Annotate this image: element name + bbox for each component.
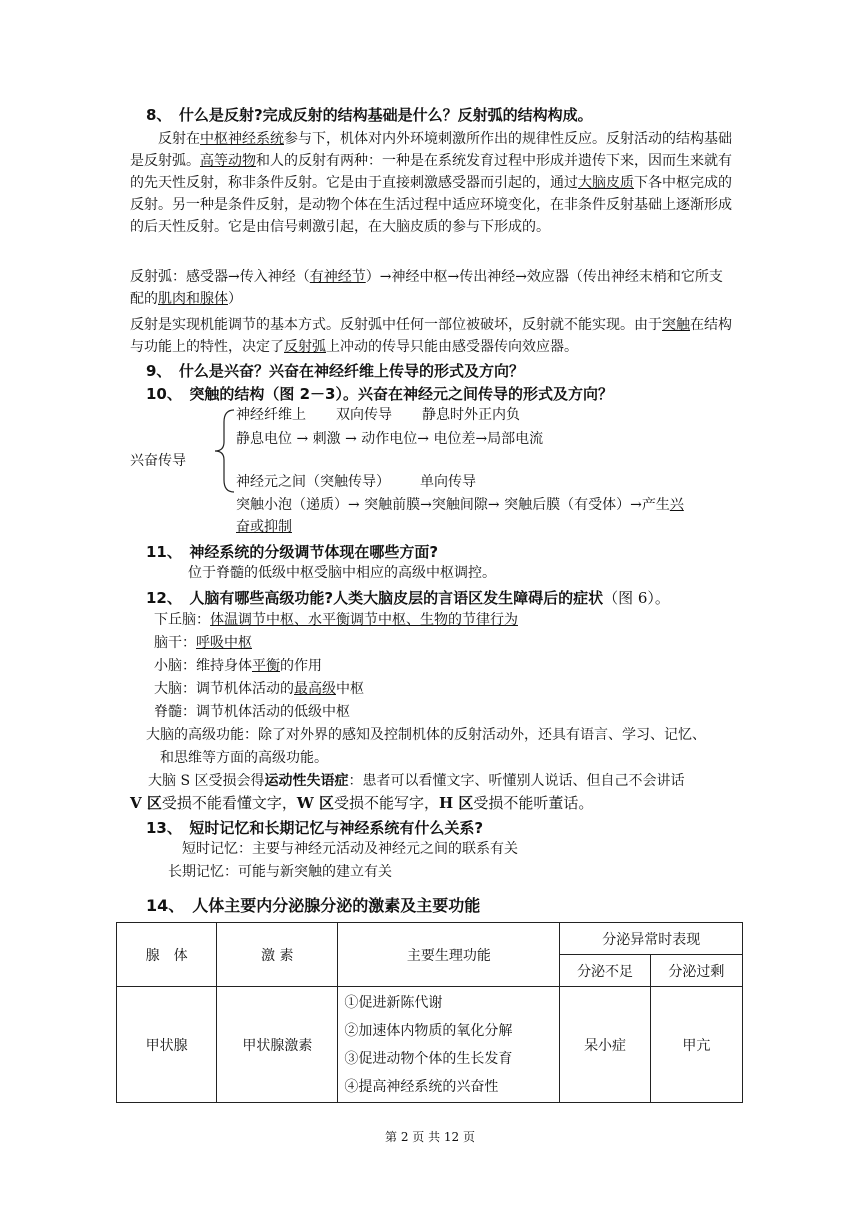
cell-deficit: 呆小症 xyxy=(560,987,650,1103)
cell-gland: 甲状腺 xyxy=(117,987,217,1103)
q12-brainstem: 脑干：呼吸中枢 xyxy=(154,635,252,651)
q10-title: 10、 突触的结构（图 2－3）。兴奋在神经元之间传导的形式及方向？ xyxy=(146,385,613,403)
q13-long-term: 长期记忆：可能与新突触的建立有关 xyxy=(168,864,392,880)
q8-title: 8、 什么是反射?完成反射的结构基础是什么？反射弧的结构构成。 xyxy=(146,106,593,124)
table-row xyxy=(117,987,743,1103)
q12-higher-functions-cont: 和思维等方面的高级功能。 xyxy=(160,750,328,766)
page-footer: 第 2 页 共 12 页 xyxy=(385,1130,475,1144)
header-gland: 腺 体 xyxy=(117,923,217,987)
q12-vwh-areas: V 区受损不能看懂文字，W 区受损不能写字，H 区受损不能听董话。 xyxy=(130,794,594,812)
q12-higher-functions: 大脑的高级功能：除了对外界的感知及控制机体的反射活动外，还具有语言、学习、记忆、 xyxy=(146,727,706,743)
header-abnormal: 分泌异常时表现 xyxy=(560,923,743,955)
q10-row-fiber: 神经纤维上 双向传导 静息时外正内负 xyxy=(236,407,520,423)
cell-excess: 甲亢 xyxy=(650,987,742,1103)
q10-row-transmission-cont: 奋或抑制 xyxy=(236,519,292,535)
q12-cerebellum: 小脑：维持身体平衡的作用 xyxy=(154,658,322,674)
q10-row-synapse: 神经元之间（突触传导） 单向传导 xyxy=(236,474,476,490)
header-deficit: 分泌不足 xyxy=(560,955,650,987)
q13-short-term: 短时记忆：主要与神经元活动及神经元之间的联系有关 xyxy=(182,841,518,857)
q11-title: 11、 神经系统的分级调节体现在哪些方面? xyxy=(146,543,439,561)
q12-spinal-cord: 脊髓：调节机体活动的低级中枢 xyxy=(154,704,350,720)
cell-function: ①促进新陈代谢 ②加速体内物质的氧化分解 ③促进动物个体的生长发育 ④提高神经系统的兴奋性 xyxy=(338,987,560,1103)
q10-row-potential: 静息电位 → 刺激 → 动作电位→ 电位差→局部电流 xyxy=(236,431,544,447)
header-hormone: 激 素 xyxy=(217,923,338,987)
header-function: 主要生理功能 xyxy=(338,923,560,987)
q13-title: 13、 短时记忆和长期记忆与神经系统有什么关系? xyxy=(146,819,484,837)
q8-paragraph-3: 反射是实现机能调节的基本方式。反射弧中任何一部位被破坏，反射就不能实现。由于突触在结构与功能上的特性，决定了反射弧上冲动的传导只能由感受器传向效应器。 xyxy=(130,317,732,355)
q8-reflex-arc: 反射弧：感受器→传入神经（有神经节）→神经中枢→传出神经→效应器（传出神经末梢和它所支配的肌肉和腺体） xyxy=(130,269,723,307)
q12-title: 12、 人脑有哪些高级功能?人类大脑皮层的言语区发生障碍后的症状（图 6）。 xyxy=(146,589,670,607)
cell-hormone: 甲状腺激素 xyxy=(217,987,338,1103)
header-excess: 分泌过剩 xyxy=(650,955,742,987)
q14-title: 14、 人体主要内分泌腺分泌的激素及主要功能 xyxy=(146,896,481,915)
q12-hypothalamus: 下丘脑：体温调节中枢、水平衡调节中枢、生物的节律行为 xyxy=(154,612,518,628)
q10-label: 兴奋传导 xyxy=(130,453,186,469)
q11-answer: 位于脊髓的低级中枢受脑中相应的高级中枢调控。 xyxy=(188,565,496,581)
q9-title: 9、 什么是兴奋？兴奋在神经纤维上传导的形式及方向？ xyxy=(146,362,524,380)
brace-icon xyxy=(212,408,238,494)
q8-paragraph-1: 反射在中枢神经系统参与下，机体对内外环境刺激所作出的规律性反应。反射活动的结构基础是反射弧。高等动物和人的反射有两种：一种是在系统发育过程中形成并遗传下来，因而生来就有的先天性反射，称非条件反射。它是由于直接刺激感受器而引起的，通过大脑皮质下各中枢完成的反射。另一种是条件反射，是动物个体在生活过程中适应环境变化，在非条件反射基础上逐渐形成的后天性反射。它是由信号刺激引起，在大脑皮质的参与下形成的。 xyxy=(130,131,732,235)
q12-cerebrum: 大脑：调节机体活动的最高级中枢 xyxy=(154,681,364,697)
q10-row-transmission: 突触小泡（递质）→ 突触前膜→突触间隙→ 突触后膜（有受体）→产生兴 xyxy=(236,497,684,513)
gland-table xyxy=(116,922,743,1103)
q12-s-area: 大脑 S 区受损会得运动性失语症：患者可以看懂文字、听懂别人说话、但自己不会讲话 xyxy=(148,773,685,789)
